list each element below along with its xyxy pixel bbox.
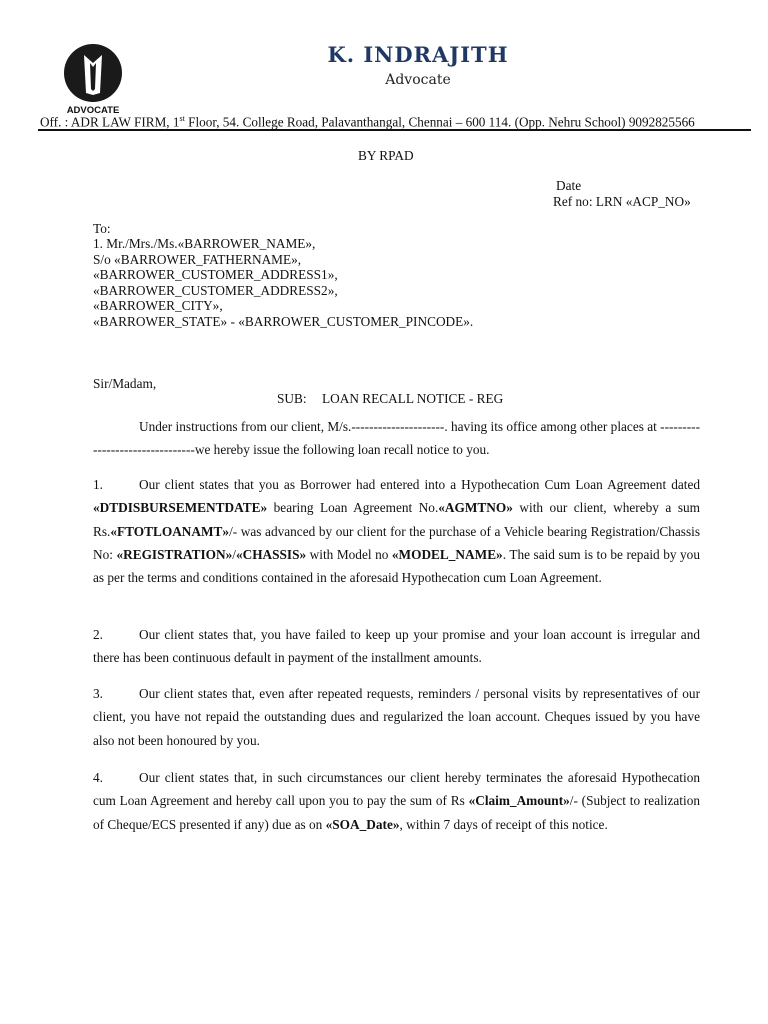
- office-address-part: Off. : ADR LAW FIRM, 1: [40, 114, 180, 130]
- merge-field: «FTOTLOANAMT»: [110, 523, 230, 539]
- merge-field: «DTDISBURSEMENTDATE»: [93, 500, 268, 516]
- advocate-name: K. INDRAJITH: [327, 42, 509, 67]
- paragraph-text: /: [232, 546, 236, 562]
- intro-text: Under instructions from our client, M/s.---------------------. having its office among other places at --------------------------------we hereby issue the following loan recall notice to you.: [93, 419, 700, 458]
- date-label: Date: [556, 178, 582, 193]
- paragraph-text: Our client states that you as Borrower had entered into a Hypothecation Cum Loan Agreement dated: [139, 477, 700, 492]
- dispatch-mode: BY RPAD: [358, 148, 414, 163]
- paragraph-text: with our client, whereby a sum Rs.: [93, 500, 700, 539]
- addressee-to: To:: [93, 221, 111, 236]
- paragraph-3: [93, 682, 700, 752]
- paragraph-text: Our client states that, even after repeated requests, reminders / personal visits by representatives of our client, you have not repaid the outstanding dues and regularized the loan account. Cheques issued by you have also not been honoured by you.: [93, 686, 700, 748]
- paragraph-4: [93, 766, 700, 836]
- paragraph-number: 1.: [93, 477, 103, 492]
- subject-text: LOAN RECALL NOTICE - REG: [322, 391, 504, 406]
- salutation: Sir/Madam,: [93, 376, 157, 391]
- merge-field: «REGISTRATION»: [116, 546, 233, 562]
- address-line: «BARROWER_CITY»,: [93, 298, 223, 313]
- paragraph-text: , within 7 days of receipt of this notice.: [399, 816, 608, 832]
- address-line: «BARROWER_CUSTOMER_ADDRESS2»,: [93, 283, 338, 298]
- paragraph-number: 4.: [93, 770, 103, 785]
- paragraph-2: [93, 623, 700, 670]
- paragraph-number: 2.: [93, 627, 103, 642]
- address-line: «BARROWER_CUSTOMER_ADDRESS1»,: [93, 267, 338, 282]
- paragraph-text: /- was advanced by our client for the purchase of a Vehicle bearing Registration/Chassis No:: [93, 523, 700, 562]
- paragraph-text: with Model no: [306, 546, 392, 562]
- intro-paragraph: [93, 415, 700, 462]
- paragraph-text: Our client states that, you have failed to keep up your promise and your loan account is irregular and there has been continuous default in payment of the installment amounts.: [93, 627, 700, 666]
- merge-field: «MODEL_NAME»: [391, 546, 503, 562]
- advocate-role: Advocate: [385, 72, 451, 88]
- address-line: 1. Mr./Mrs./Ms.«BARROWER_NAME»,: [93, 236, 316, 251]
- address-line: S/o «BARROWER_FATHERNAME»,: [93, 252, 302, 267]
- logo-caption: ADVOCATE: [66, 105, 120, 115]
- paragraph-text: Our client states that, in such circumstances our client hereby terminates the aforesaid Hypothecation cum Loan Agreement and hereby call upon you to pay the sum of Rs: [93, 770, 700, 809]
- merge-field: «Claim_Amount»: [468, 793, 570, 809]
- merge-field: «AGMTNO»: [438, 500, 513, 516]
- reference-number: Ref no: LRN «ACP_NO»: [553, 194, 691, 209]
- paragraph-text: bearing Loan Agreement No.: [267, 500, 439, 516]
- paragraph-1: [93, 473, 700, 589]
- paragraph-text: . The said sum is to be repaid by you as per the terms and conditions contained in the aforesaid Hypothecation cum Loan Agreement.: [93, 546, 700, 586]
- merge-field: «SOA_Date»: [325, 816, 400, 832]
- header-rule: [38, 129, 751, 131]
- address-line: «BARROWER_STATE» - «BARROWER_CUSTOMER_PINCODE».: [93, 314, 474, 329]
- paragraph-number: 3.: [93, 686, 103, 701]
- merge-field: «CHASSIS»: [235, 546, 307, 562]
- office-address-part: Floor, 54. College Road, Palavanthangal, Chennai – 600 114. (Opp. Nehru School) 9092825566: [184, 114, 695, 130]
- subject-label: SUB:: [277, 391, 307, 406]
- office-address-sup: st: [179, 114, 185, 123]
- office-address: [40, 114, 760, 130]
- paragraph-text: /- (Subject to realization of Cheque/ECS presented if any) due as on: [93, 793, 700, 832]
